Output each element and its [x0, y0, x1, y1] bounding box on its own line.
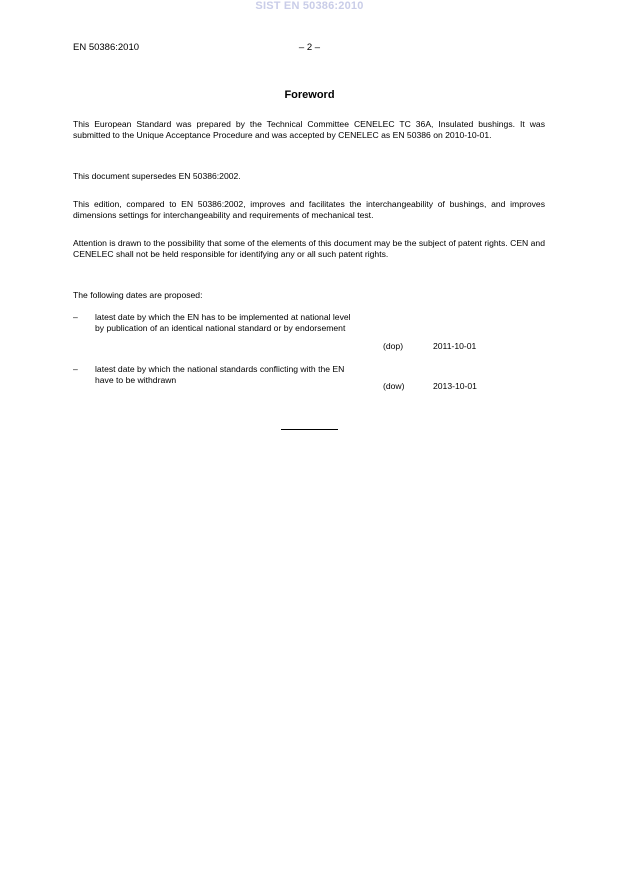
date-code: (dop): [383, 341, 404, 351]
header-doc-id: EN 50386:2010: [73, 42, 140, 53]
paragraph-dates-intro: The following dates are proposed:: [73, 290, 203, 300]
watermark: SIST EN 50386:2010: [255, 0, 364, 12]
date-value: 2011-10-01: [433, 341, 477, 351]
paragraph-patent-rights: Attention is drawn to the possibility that some of the elements of this document may be the subject of patent rights. CEN and CENELEC shall not be held responsible for identifying any or all such patent rights.: [73, 238, 545, 259]
section-end-rule: [281, 429, 338, 430]
paragraph-preparation: This European Standard was prepared by the Technical Committee CENELEC TC 36A, Insulated bushings. It was submitted to the Unique Acceptance Procedure and was accepted by CENELEC as EN 50386 on 2010-10-01.: [73, 119, 545, 140]
date-value: 2013-10-01: [433, 381, 477, 391]
list-dash: –: [73, 312, 78, 322]
paragraph-supersedes: This document supersedes EN 50386:2002.: [73, 171, 241, 181]
date-code: (dow): [383, 381, 405, 391]
list-dash: –: [73, 364, 78, 374]
paragraph-edition-changes: This edition, compared to EN 50386:2002, improves and facilitates the interchangeability of bushings, and improves dimensions settings for interchangeability and requirements of mechanical test.: [73, 199, 545, 220]
list-item-text: latest date by which the national standards conflicting with the EN have to be withdrawn: [95, 364, 345, 385]
header-page-number: – 2 –: [298, 42, 321, 53]
section-title: Foreword: [284, 89, 335, 101]
list-item-text: latest date by which the EN has to be implemented at national level by publication of an identical national standard or by endorsement: [95, 312, 351, 333]
